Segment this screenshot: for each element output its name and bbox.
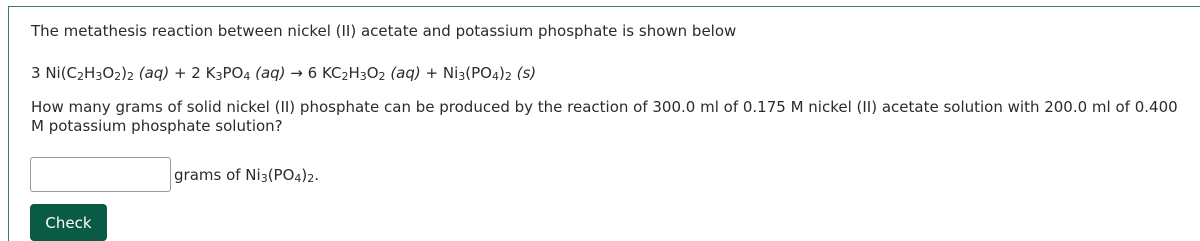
answer-input[interactable]	[30, 157, 171, 192]
problem-intro: The metathesis reaction between nickel (II) acetate and potassium phosphate is shown below	[31, 22, 737, 40]
answer-unit-label: grams of $Ni_3(PO_4)_2$.	[174, 166, 320, 185]
chemical-equation: 3 $Ni(C_2H_3O_2)_2$ (aq) + 2 $K_3PO_4$ (aq) → 6 $KC_2H_3O_2$ $(aq) + Ni_3(PO_4)_2$ (s)	[31, 64, 537, 83]
check-button[interactable]: Check	[30, 204, 107, 241]
reaction-arrow-icon: →	[285, 64, 308, 82]
problem-question: How many grams of solid nickel (II) phosphate can be produced by the reaction of 300.0 ml of 0.175 M nickel (II) acetate solution with 200.0 ml of 0.400 M potassium phosphate solution?	[31, 98, 1178, 135]
